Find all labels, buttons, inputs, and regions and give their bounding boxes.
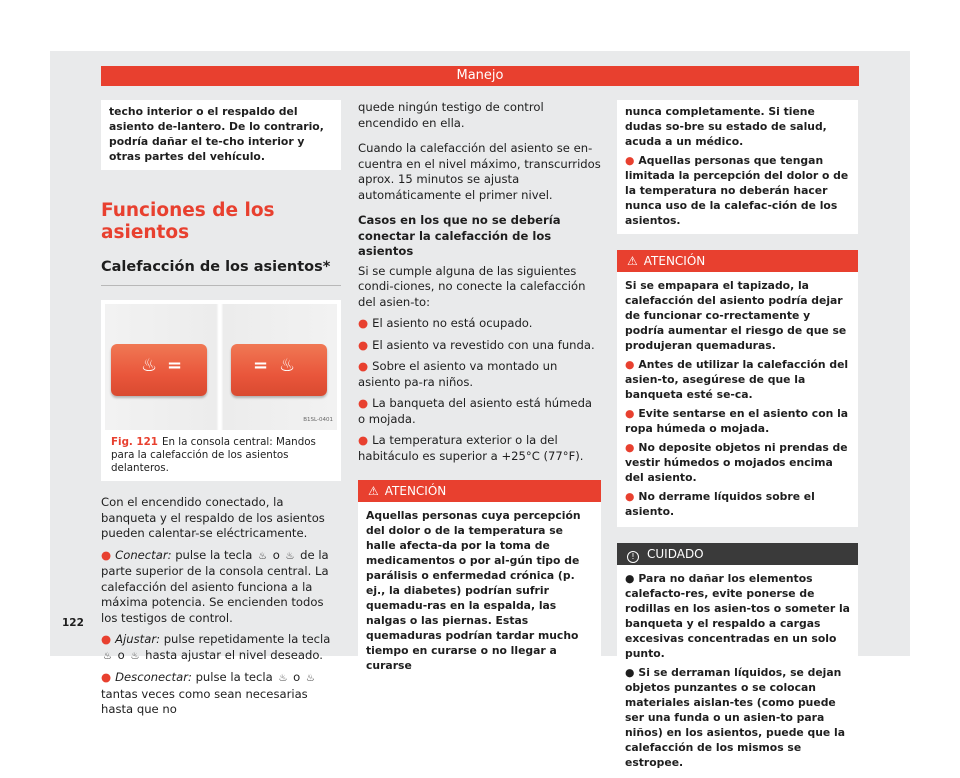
bullet-dot: ●	[358, 316, 369, 330]
bullet-dot: ●	[625, 358, 635, 371]
warning-triangle-icon: ⚠	[368, 484, 379, 498]
seat-heat-icon: ♨	[285, 550, 295, 562]
list-item	[625, 406, 850, 436]
warning-title: ATENCIÓN	[384, 484, 447, 498]
bullet-text: La banqueta del asiento está húmeda o mojada.	[358, 396, 593, 426]
bullet-text: tantas veces como sean necesarias hasta que no	[101, 686, 308, 716]
left-seat-heat-button	[111, 344, 207, 396]
bullet-dot: ●	[358, 433, 369, 447]
bullet-text: pulse la tecla	[195, 670, 273, 684]
column-1	[101, 100, 341, 718]
bullet-text: de la parte superior de la consola central. La calefacción del asiento funciona a la máxima potencia. Se encienden todos los testigos de control.	[101, 547, 329, 625]
list-item	[625, 357, 850, 402]
seat-heat-icon: ♨	[279, 355, 296, 376]
bullet-dot: ●	[625, 572, 635, 585]
list-item	[358, 433, 601, 464]
warning-triangle-icon: ⚠	[627, 254, 638, 268]
level-bars-icon: =	[167, 355, 183, 376]
seat-heat-icon: ♨	[258, 550, 268, 562]
bullet-text: Aquellas personas que tengan limitada la percepción del dolor o de la temperatura no deberán hacer nunca uso de la calefac-ción de los asientos.	[625, 154, 849, 227]
figure-caption	[105, 436, 337, 475]
bullet-dot: ●	[625, 154, 635, 167]
warning-text: Aquellas personas cuya percepción del dolor o de la temperatura se halle afecta-da por la toma de medicamentos o por al-gún tipo de parálisis o enfermedad crónica (p. ej., la diabetes) podrían sufrir quemadu-ras en la espalda, las nalgas o las piernas. Estas quemaduras podrían tardar mucho tiempo en curarse o no llegar a curarse	[366, 509, 581, 672]
bullet-dot: ●	[358, 337, 369, 352]
list-item	[625, 153, 850, 228]
subsection-title: Calefacción de los asientos*	[101, 258, 341, 286]
bullet-text: Antes de utilizar la calefacción del asien-to, asegúrese de que la banqueta esté se-ca.	[625, 358, 849, 401]
column-2	[358, 100, 601, 681]
list-item	[358, 359, 601, 390]
warning-text: Si se empapara el tapizado, la calefacción del asiento podría dejar de funcionar co-rrectamente y podría aumentar el riesgo de que se produjeran quemaduras.	[625, 279, 847, 352]
chapter-header: Manejo	[101, 66, 859, 86]
list-item	[101, 548, 341, 627]
bullet-term: Conectar:	[115, 547, 172, 562]
bullet-dot: ●	[625, 407, 635, 420]
seat-heat-icon: ♨	[103, 650, 112, 662]
warning-continuation-box	[617, 100, 858, 234]
bullet-text: Evite sentarse en el asiento con la ropa húmeda o mojada.	[625, 407, 849, 435]
bullet-dot: ●	[358, 359, 369, 373]
caution-title: CUIDADO	[647, 547, 704, 561]
warning-body	[617, 272, 858, 527]
bullet-dot: ●	[625, 490, 635, 503]
section-title: Funciones de los asientos	[101, 200, 275, 243]
bullet-text: El asiento va revestido con una funda.	[372, 337, 595, 352]
right-seat-heat-button	[231, 344, 327, 396]
list-item	[625, 665, 850, 770]
caution-body	[617, 565, 858, 778]
list-item	[625, 440, 850, 485]
warning-header	[358, 480, 601, 502]
list-item	[101, 670, 341, 718]
bullet-term: Ajustar:	[115, 632, 160, 646]
seat-heat-icon: ♨	[278, 673, 288, 684]
list-item	[625, 489, 850, 519]
figure-image	[105, 304, 337, 430]
bullet-text: o	[117, 647, 125, 662]
list-item	[358, 316, 601, 332]
list-item	[358, 338, 601, 354]
bullet-text: pulse repetidamente la tecla	[163, 632, 331, 646]
intro-box: techo interior o el respaldo del asiento de-lantero. De lo contrario, podría dañar el te-cho interior y otras partes del vehículo.	[101, 100, 341, 170]
warning-text: nunca completamente. Si tiene dudas so-bre su estado de salud, acuda a un médico.	[625, 105, 827, 148]
figure-code: B1SL-0401	[303, 416, 333, 423]
warning-box	[358, 480, 601, 681]
paragraph: Cuando la calefacción del asiento se en-cuentra en el nivel máximo, transcurridos aprox. 15 minutos se ajusta automáticamente el primer nivel.	[358, 141, 601, 202]
bullet-text: Sobre el asiento va montado un asiento pa-ra niños.	[358, 359, 558, 389]
paragraph: Si se cumple alguna de las siguientes condi-ciones, no conecte la calefacción del asien-to:	[358, 263, 586, 309]
seat-heat-icon: ♨	[130, 650, 140, 662]
info-circle-icon: !	[627, 551, 639, 563]
figure-121	[101, 300, 341, 481]
level-bars-icon: =	[253, 355, 269, 376]
seat-heat-icon: ♨	[305, 673, 315, 684]
bullet-text: hasta ajustar el nivel deseado.	[145, 647, 323, 662]
caution-header	[617, 543, 858, 565]
bullet-dot: ●	[625, 441, 635, 454]
figure-label: Fig. 121	[111, 436, 158, 448]
bullet-text: El asiento no está ocupado.	[372, 316, 533, 330]
warning-header	[617, 250, 858, 272]
bullet-dot: ●	[101, 632, 112, 646]
column-3	[617, 100, 858, 778]
seat-heat-icon: ♨	[141, 355, 158, 376]
paragraph: quede ningún testigo de control encendido en ella.	[358, 100, 544, 130]
caution-box	[617, 543, 858, 778]
bullet-text: o	[293, 670, 301, 684]
bullet-text: No deposite objetos ni prendas de vestir húmedos o mojados encima del asiento.	[625, 441, 848, 484]
bullet-text: Para no dañar los elementos calefacto-res, evite ponerse de rodillas en los asien-tos o someter la banqueta y el respaldo a cargas excesivas concentradas en un solo punto.	[625, 572, 850, 660]
bullet-text: No derrame líquidos sobre el asiento.	[625, 490, 815, 518]
section-heading: Casos en los que no se debería conectar la calefacción de los asientos	[358, 213, 561, 258]
bullet-dot: ●	[625, 666, 635, 679]
bullet-text: La temperatura exterior o la del habitáculo es superior a +25°C (77°F).	[358, 433, 584, 463]
page-number: 122	[62, 617, 84, 629]
bullet-term: Desconectar:	[115, 670, 192, 684]
figure-caption-text: En la consola central: Mandos para la calefacción de los asientos delanteros.	[111, 436, 316, 474]
bullet-dot: ●	[358, 396, 369, 410]
list-item	[358, 396, 601, 427]
warning-title: ATENCIÓN	[643, 254, 706, 268]
list-item	[625, 571, 850, 661]
bullet-text: o	[272, 547, 280, 562]
list-item	[101, 632, 341, 664]
bullet-text: pulse la tecla	[175, 547, 253, 562]
warning-box	[617, 250, 858, 527]
bullet-dot: ●	[101, 547, 112, 562]
bullet-dot: ●	[101, 670, 112, 684]
bullet-text: Si se derraman líquidos, se dejan objetos punzantes o se colocan materiales aislan-tes (como puede ser una funda o un asien-to para niños) en los asientos, puede que la calefacción de los mismos se estropee.	[625, 666, 846, 769]
paragraph: Con el encendido conectado, la banqueta y el respaldo de los asientos pueden calentar-se eléctricamente.	[101, 495, 325, 540]
